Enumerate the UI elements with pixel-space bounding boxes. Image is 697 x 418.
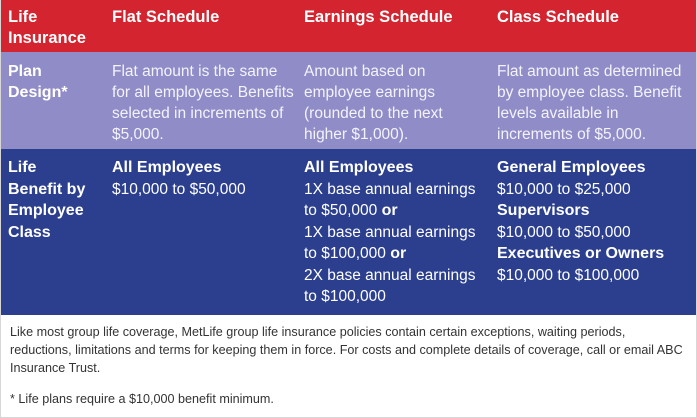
life-benefit-row — [0, 149, 697, 315]
earnings-or-2: or — [390, 245, 407, 262]
flat-heading: All Employees — [112, 159, 222, 176]
plan-design-row — [0, 52, 697, 149]
class-amount-supervisors: $10,000 to $50,000 — [497, 223, 631, 241]
earnings-heading: All Employees — [304, 159, 414, 176]
class-heading-executives: Executives or Owners — [497, 245, 665, 262]
header-insurance-line: Insurance — [8, 29, 86, 47]
table-header-row — [0, 0, 697, 52]
earnings-option-1: 1X base annual earnings to $50,000 — [304, 180, 476, 219]
design-label-line: Design* — [8, 84, 68, 101]
earnings-or-1: or — [381, 202, 398, 219]
flat-amount: $10,000 to $50,000 — [112, 180, 246, 198]
life-benefit-earnings — [294, 149, 487, 315]
earnings-option-3: 2X base annual earnings to $100,000 — [304, 266, 476, 305]
plan-design-label — [0, 52, 102, 149]
footer-footnote: * Life plans require a $10,000 benefit minimum. — [10, 392, 274, 406]
footer-disclaimer: Like most group life coverage, MetLife group life insurance policies contain certain exceptions, waiting periods, reductions, limitations and terms for keeping them in force. For costs and complete details of coverage, call or email ABC Insurance Trust. — [10, 325, 683, 375]
plan-label-line: Plan — [8, 63, 42, 80]
plan-design-earnings: Amount based on employee earnings (rounded to the next higher $1,000). — [304, 63, 443, 143]
life-benefit-flat — [102, 149, 294, 315]
label-line-2: Benefit by — [8, 180, 86, 198]
label-line-4: Class — [8, 223, 51, 241]
class-amount-general: $10,000 to $25,000 — [497, 180, 631, 198]
label-line-3: Employee — [8, 202, 84, 219]
footer-notes — [0, 317, 697, 418]
life-benefit-class — [487, 149, 697, 315]
header-life-line: Life — [8, 8, 38, 26]
life-benefit-label — [0, 149, 102, 315]
class-heading-supervisors: Supervisors — [497, 202, 590, 219]
header-life-insurance — [0, 0, 102, 52]
header-flat-schedule: Flat Schedule — [112, 8, 220, 26]
header-earnings-schedule: Earnings Schedule — [304, 8, 453, 26]
header-class-schedule: Class Schedule — [497, 8, 619, 26]
class-amount-executives: $10,000 to $100,000 — [497, 266, 640, 284]
label-line-1: Life — [8, 159, 37, 176]
plan-design-class: Flat amount as determined by employee class. Benefit levels available in increments of $5,000. — [497, 63, 682, 143]
plan-design-flat: Flat amount is the same for all employees. Benefits selected in increments of $5,000. — [112, 63, 294, 143]
class-heading-general: General Employees — [497, 159, 646, 176]
earnings-option-2: 1X base annual earnings to $100,000 — [304, 223, 476, 262]
